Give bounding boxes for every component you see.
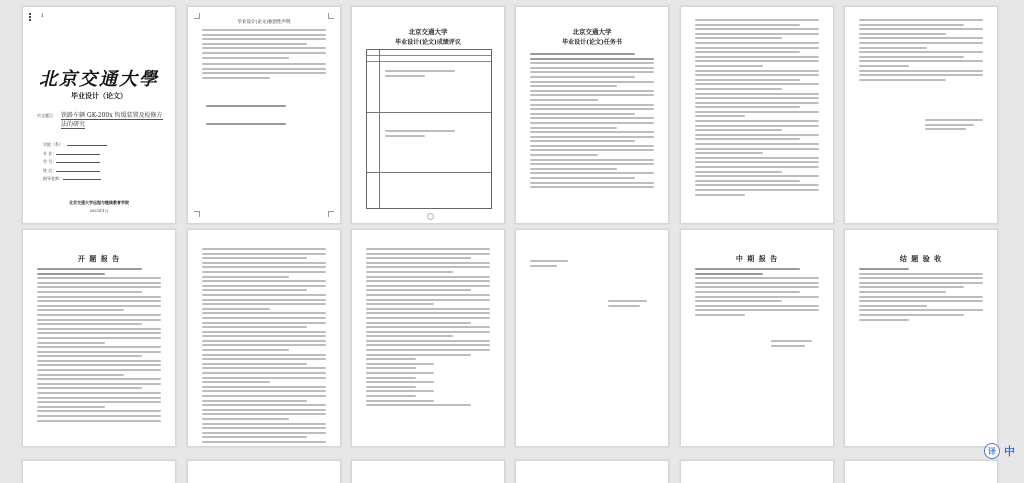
page-thumbnail-review[interactable] <box>351 6 505 224</box>
declaration-body <box>202 29 326 61</box>
field-label-id: 学 号： <box>43 159 57 165</box>
page-thumbnail-row3-6[interactable] <box>844 460 998 483</box>
thesis-title-line1: 铁路车辆 GK-200x 钩缓装置及检修方 <box>61 112 163 119</box>
doc-type: 毕业设计（论文） <box>71 91 127 100</box>
school-name: 北京交通大学远程与继续教育学院 <box>69 200 129 205</box>
midterm-title: 中 期 报 告 <box>735 254 779 263</box>
page-thumbnail-row3-3[interactable] <box>351 460 505 483</box>
page-thumbnail-row3-2[interactable] <box>187 460 341 483</box>
page-thumbnail-opening-continued-2[interactable] <box>351 229 505 447</box>
review-table <box>366 49 492 209</box>
review-university: 北京交通大学 <box>408 28 448 36</box>
page-thumbnail-task-continued[interactable] <box>680 6 834 224</box>
page-thumbnail-opening-signature[interactable] <box>515 229 669 447</box>
opening-title: 开 题 报 告 <box>77 254 121 263</box>
cover-fields <box>43 141 107 184</box>
thesis-title-line2: 法的研究 <box>61 121 86 128</box>
field-label-major: 专 业： <box>43 150 57 156</box>
translate-icon[interactable]: 译 <box>984 443 1000 459</box>
page-thumbnail-row3-1[interactable] <box>22 460 176 483</box>
university-logo: 北京交通大學 <box>39 69 159 90</box>
page-thumbnail-task[interactable] <box>515 6 669 224</box>
page-thumbnail-opening-continued[interactable] <box>187 229 341 447</box>
task-university: 北京交通大学 <box>572 28 612 36</box>
qr-marker-icon <box>29 13 34 23</box>
translate-language-button[interactable]: 中 <box>1004 445 1015 458</box>
page-marker-icon[interactable] <box>427 213 434 220</box>
page-thumbnail-midterm-report[interactable] <box>680 229 834 447</box>
page-thumbnail-opening-report[interactable] <box>22 229 176 447</box>
field-label-name: 姓 名： <box>43 167 57 173</box>
task-title: 毕业设计(论文)任务书 <box>562 39 622 46</box>
topic-label: 中文题目 <box>37 113 53 118</box>
page-thumbnail-conclusion-acceptance[interactable] <box>844 229 998 447</box>
declaration-title: 毕业设计(论文)独创性声明 <box>237 20 291 25</box>
task-body <box>530 53 654 191</box>
floating-toolbar <box>984 441 1024 461</box>
page-number: 1 <box>41 13 45 19</box>
field-label-college: 学院（系）： <box>43 142 67 147</box>
page-thumbnail-cover[interactable] <box>22 6 176 224</box>
cover-date: 2023年1月 <box>89 209 109 213</box>
review-title: 毕业设计(论文)成绩评议 <box>395 39 461 46</box>
field-label-advisor: 指导老师： <box>43 176 63 182</box>
page-thumbnail-declaration[interactable] <box>187 6 341 224</box>
page-thumbnail-task-end[interactable] <box>844 6 998 224</box>
page-thumbnail-row3-4[interactable] <box>515 460 669 483</box>
page-thumbnail-row3-5[interactable] <box>680 460 834 483</box>
conclusion-title: 结 题 验 收 <box>899 254 943 263</box>
